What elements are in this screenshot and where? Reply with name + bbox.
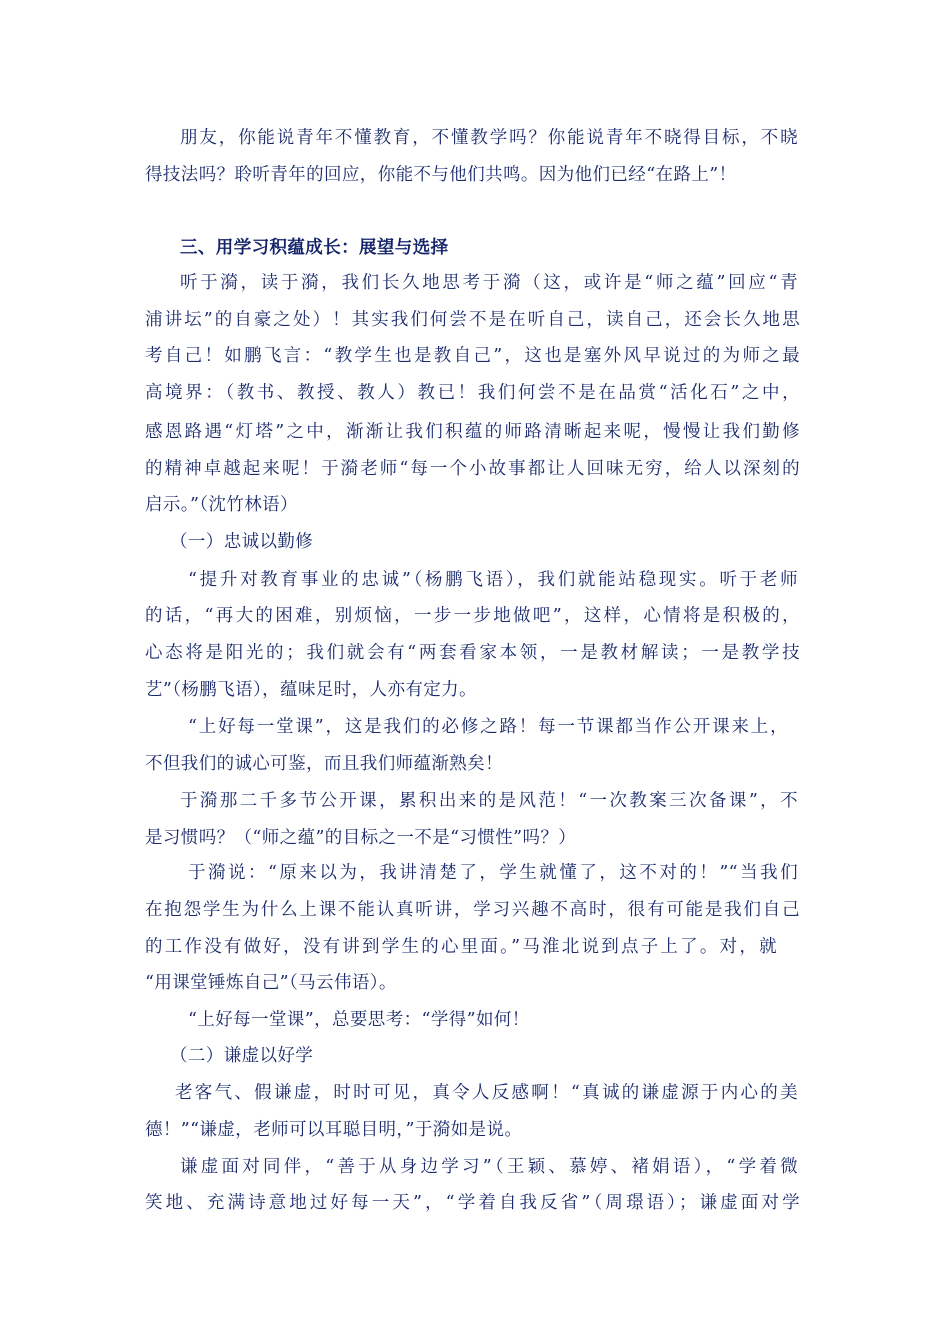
body-text-line: 在抱怨学生为什么上课不能认真听讲，学习兴趣不高时，很有可能是我们自己 <box>145 900 800 920</box>
body-text-line: “上好每一堂课”，这是我们的必修之路！每一节课都当作公开课来上， <box>188 717 788 737</box>
body-text-line: 浦讲坛”的自豪之处）！其实我们何尝不是在听自己，读自己，还会长久地思 <box>145 310 800 330</box>
body-text-line: 的精神卓越起来呢！于漪老师“每一个小故事都让人回味无穷，给人以深刻的 <box>145 459 800 479</box>
body-text-line: 不但我们的诚心可鉴，而且我们师蕴渐熟矣！ <box>145 754 503 774</box>
body-text-line: 感恩路遇“灯塔”之中，渐渐让我们积蕴的师路清晰起来呢，慢慢让我们勤修 <box>145 422 800 442</box>
body-text-line: 于漪说：“原来以为，我讲清楚了，学生就懂了，这不对的！”“当我们 <box>188 863 798 883</box>
body-text-line: “上好每一堂课”，总要思考：“学得”如何！ <box>188 1010 530 1030</box>
body-text-line: 是习惯吗？（“师之蕴”的目标之一不是“习惯性”吗？） <box>145 828 577 848</box>
subsection-heading: （二）谦虚以好学 <box>170 1046 314 1066</box>
subsection-heading: （一）忠诚以勤修 <box>170 532 314 552</box>
section-heading: 三、用学习积蕴成长：展望与选择 <box>180 238 449 258</box>
body-text-line: 于漪那二千多节公开课，累积出来的是风范！“一次教案三次备课”，不 <box>180 791 798 811</box>
body-text-line: 启示。”（沈竹林语） <box>145 495 298 515</box>
body-text-line: “提升对教育事业的忠诚”（杨鹏飞语），我们就能站稳现实。听于老师 <box>188 570 798 590</box>
body-text-line: 高境界：（教书、教授、教人）教已！我们何尝不是在品赏“活化石”之中， <box>145 383 800 403</box>
body-text-line: 得技法吗？聆听青年的回应，你能不与他们共鸣。因为他们已经“在路上”！ <box>145 165 737 185</box>
body-text-line: 的话，“再大的困难，别烦恼，一步一步地做吧”，这样，心情将是积极的， <box>145 606 800 626</box>
body-text-line: 心态将是阳光的；我们就会有“两套看家本领，一是教材解读；一是教学技 <box>145 643 800 663</box>
body-text-line: 考自己！如鹏飞言：“教学生也是教自己”，这也是塞外风早说过的为师之最 <box>145 346 800 366</box>
body-text-line: 笑地、充满诗意地过好每一天”，“学着自我反省”（周璟语）；谦虚面对学 <box>145 1193 800 1213</box>
body-text-line: 德！”“谦虚，老师可以耳聪目明，”于漪如是说。 <box>145 1120 523 1140</box>
body-text-line: 艺”（杨鹏飞语），蕴味足时，人亦有定力。 <box>145 680 477 700</box>
body-text-line: 谦虚面对同伴，“善于从身边学习”（王颖、慕婷、褚娟语），“学着微 <box>180 1157 798 1177</box>
body-text-line: 老客气、假谦虚，时时可见，真令人反感啊！“真诚的谦虚源于内心的美 <box>175 1083 798 1103</box>
body-text-line: 朋友，你能说青年不懂教育，不懂教学吗？你能说青年不晓得目标，不晓 <box>180 128 798 148</box>
body-text-line: “用课堂锤炼自己”（马云伟语）。 <box>145 973 397 993</box>
body-text-line: 的工作没有做好，没有讲到学生的心里面。”马淮北说到点子上了。对，就 <box>145 937 777 957</box>
body-text-line: 听于漪，读于漪，我们长久地思考于漪（这，或许是“师之蕴”回应“青 <box>180 273 798 293</box>
